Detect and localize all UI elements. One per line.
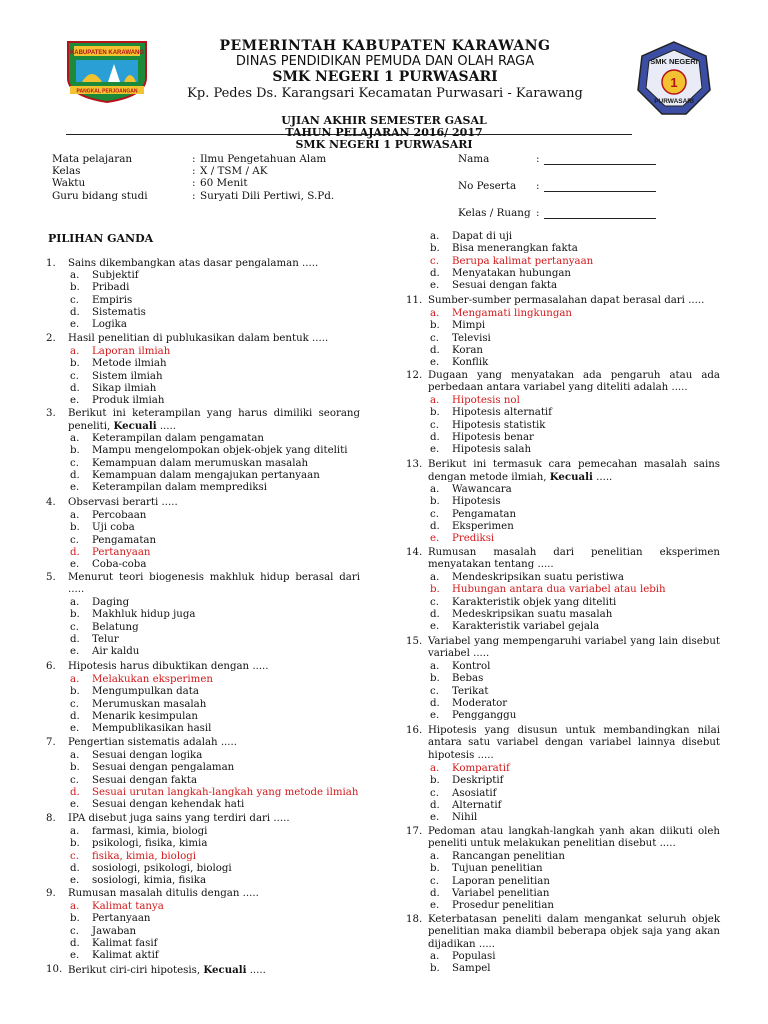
question-number: 3. (46, 408, 56, 419)
question-number: 2. (46, 333, 56, 344)
option-letter: c. (430, 419, 439, 431)
option-text: farmasi, kimia, biologi (92, 826, 208, 837)
option-letter: e. (70, 395, 80, 407)
question-item (406, 295, 720, 307)
option-letter: c. (430, 332, 439, 344)
question-number: 13. (406, 459, 423, 470)
question-stem (428, 914, 720, 951)
option-letter: b. (430, 243, 440, 255)
option-text: Deskriptif (452, 775, 504, 787)
option-text: Percobaan (92, 510, 147, 521)
option-letter: e. (70, 559, 80, 571)
question-item (406, 547, 720, 572)
info-label: Waktu (52, 177, 86, 189)
option-text: Sesuai urutan langkah-langkah yang metode ilmiah (92, 786, 359, 798)
question-stem (68, 888, 360, 900)
option-letter: e. (70, 875, 80, 887)
option-letter: d. (430, 887, 440, 899)
option-text: Daging (92, 597, 130, 608)
option-text: Mendeskripsikan suatu peristiwa (452, 572, 624, 583)
question-stem (428, 459, 720, 485)
option-letter: c. (430, 787, 439, 799)
exam-year: TAHUN PELAJARAN 2016/ 2017 (285, 126, 483, 139)
option-text: Menarik kesimpulan (92, 710, 198, 722)
option-letter: b. (70, 358, 80, 370)
option-text: sosiologi, kimia, fisika (92, 875, 207, 887)
question-text: Hasil penelitian di publukasikan dalam bentuk ..... (68, 333, 329, 344)
option-letter: b. (430, 407, 440, 419)
header-school: SMK NEGERI 1 PURWASARI (272, 69, 498, 85)
student-fill-line[interactable] (544, 208, 656, 219)
question-number: 4. (46, 497, 56, 508)
option-text: Sikap ilmiah (92, 382, 157, 394)
question-stem (428, 547, 720, 572)
option-text: Kemampuan dalam merumuskan masalah (92, 457, 309, 469)
info-label: Mata pelajaran (52, 153, 133, 165)
option-text: Komparatif (452, 763, 510, 774)
student-field-separator: : (536, 207, 540, 219)
question-text: Sains dikembangkan atas dasar pengalaman ..... (68, 258, 319, 269)
option-letter: e. (70, 723, 80, 735)
option-text: Mimpi (452, 320, 486, 332)
exam-title: UJIAN AKHIR SEMESTER GASAL (281, 114, 487, 127)
option-letter: a. (70, 270, 80, 281)
option-letter: b. (430, 496, 440, 508)
option-letter: b. (430, 963, 440, 975)
info-value: Ilmu Pengetahuan Alam (200, 153, 327, 165)
option-letter: c. (70, 294, 79, 306)
option-letter: b. (70, 609, 80, 621)
question-text: Variabel yang mempengaruhi variabel yang lain disebut variabel ..... (428, 636, 720, 660)
smk-negeri-1-purwasari-logo (636, 40, 712, 116)
option-text: Alternatif (452, 799, 502, 811)
option-text: Menyatakan hubungan (452, 267, 571, 279)
option-letter: d. (70, 862, 80, 874)
question-stem (68, 737, 360, 749)
option-text: Sistem ilmiah (92, 370, 163, 382)
option-text: Pertanyaan (92, 546, 151, 558)
option-letter: d. (70, 469, 80, 481)
question-stem (428, 370, 720, 395)
option-letter: a. (430, 661, 440, 672)
option-letter: e. (430, 444, 440, 456)
question-number: 7. (46, 737, 56, 748)
option-letter: b. (70, 762, 80, 774)
question-text: Berikut ini keterampilan yang harus dimiliki seorang peneliti, (68, 408, 360, 433)
question-item (406, 725, 720, 762)
question-item (46, 408, 360, 433)
option-letter: a. (430, 395, 440, 406)
option-text: Nihil (452, 812, 478, 824)
letterhead (0, 30, 768, 110)
option-letter: a. (430, 308, 440, 319)
option-letter: a. (70, 433, 80, 444)
question-stem (68, 497, 360, 509)
option-text: Hubungan antara dua variabel atau lebih (452, 584, 666, 596)
option-text: Rancangan penelitian (452, 851, 565, 862)
section-title: PILIHAN GANDA (48, 232, 154, 245)
option-text: Sesuai dengan logika (92, 750, 203, 761)
option-text: Pengamatan (452, 508, 517, 520)
option-text: Makhluk hidup juga (92, 609, 196, 621)
logo-left-bottom-text: PANGKAL PERJOANGAN (76, 88, 138, 95)
option-text: Sistematis (92, 306, 146, 318)
question-stem (68, 661, 360, 673)
option-text: Asosiatif (452, 787, 497, 799)
option-text: Sesuai dengan kehendak hati (92, 799, 245, 811)
option-letter: b. (430, 863, 440, 875)
option-letter: a. (430, 763, 440, 774)
info-sep: : (192, 153, 196, 165)
option-letter: b. (70, 686, 80, 698)
option-letter: d. (430, 431, 440, 443)
question-text: Pengertian sistematis adalah ..... (68, 737, 238, 748)
option-letter: b. (430, 584, 440, 596)
question-number: 15. (406, 636, 423, 647)
question-stem (68, 572, 360, 597)
option-text: Medeskripsikan suatu masalah (452, 608, 613, 620)
question-text: Menurut teori biogenesis makhluk hidup berasal dari ..... (68, 572, 360, 596)
option-text: Sesuai dengan fakta (92, 774, 198, 786)
option-letter: c. (70, 774, 79, 786)
option-letter: d. (430, 344, 440, 356)
student-field-label: No Peserta (458, 180, 517, 192)
option-letter: a. (430, 572, 440, 583)
question-text: IPA disebut juga sains yang terdiri dari ..... (68, 813, 290, 824)
logo-left-top-text: KABUPATEN KARAWANG (69, 50, 145, 56)
option-letter: c. (70, 457, 79, 469)
option-text: Produk ilmiah (92, 395, 165, 407)
question-item (406, 826, 720, 851)
option-letter: e. (430, 812, 440, 824)
info-sep: : (192, 177, 196, 189)
info-value: 60 Menit (200, 177, 248, 189)
option-letter: e. (70, 319, 80, 331)
option-letter: a. (430, 484, 440, 495)
question-item (406, 914, 720, 951)
question-number: 9. (46, 888, 56, 899)
student-field-separator: : (536, 180, 540, 192)
option-letter: b. (70, 445, 80, 457)
question-emphasis: Kecuali (549, 471, 593, 484)
option-text: Hipotesis nol (452, 395, 520, 406)
option-letter: d. (430, 697, 440, 709)
option-text: Pribadi (92, 282, 130, 294)
option-text: Hipotesis salah (452, 444, 532, 456)
option-text: Kalimat fasif (92, 937, 158, 949)
question-number: 6. (46, 661, 56, 672)
question-item (406, 459, 720, 484)
question-number: 16. (406, 725, 423, 736)
option-letter: d. (430, 608, 440, 620)
option-text: Pengganggu (452, 710, 517, 722)
question-number: 18. (406, 914, 423, 925)
option-text: Kemampuan dalam mengajukan pertanyaan (92, 469, 320, 481)
question-item (406, 370, 720, 395)
option-letter: d. (70, 306, 80, 318)
question-text: Sumber-sumber permasalahan dapat berasal dari ..... (428, 295, 705, 306)
logo-right-top-text: SMK NEGERI (650, 57, 698, 66)
option-letter: a. (70, 674, 80, 685)
question-number: 5. (46, 572, 56, 583)
question-text: Hipotesis yang disusun untuk membandingkan nilai antara satu variabel dengan variabel lainnya disebut hipotesis ..... (428, 725, 720, 761)
option-text: Laporan penelitian (452, 875, 550, 887)
option-text: Sesuai dengan fakta (452, 280, 558, 292)
question-number: 12. (406, 370, 423, 381)
question-stem (68, 964, 360, 977)
option-text: Mempublikasikan hasil (92, 723, 212, 735)
info-label: Kelas (52, 165, 81, 177)
question-item (46, 964, 360, 976)
option-text: Hipotesis alternatif (452, 407, 552, 419)
option-text: Karakteristik objek yang diteliti (452, 596, 617, 608)
option-letter: a. (70, 597, 80, 608)
question-emphasis: Kecuali (203, 964, 247, 976)
option-letter: d. (430, 799, 440, 811)
option-text: Terikat (452, 685, 489, 697)
option-letter: c. (70, 925, 79, 937)
option-letter: c. (430, 685, 439, 697)
question-stem (68, 333, 360, 345)
option-text: Karakteristik variabel gejala (452, 621, 600, 633)
question-number: 1. (46, 258, 56, 269)
header-department: DINAS PENDIDIKAN PEMUDA DAN OLAH RAGA (235, 54, 535, 69)
student-field-separator: : (536, 153, 540, 165)
logo-right-bottom-text: PURWASARI (654, 98, 694, 105)
option-letter: c. (430, 875, 439, 887)
option-text: fisika, kimia, biologi (92, 850, 196, 862)
question-stem (68, 813, 360, 825)
option-letter: b. (70, 282, 80, 294)
option-text: Variabel penelitian (452, 887, 550, 899)
question-text: Dugaan yang menyatakan ada pengaruh atau ada perbedaan antara variabel yang diteliti adalah ..... (428, 370, 720, 394)
option-letter: a. (70, 510, 80, 521)
exam-school: SMK NEGERI 1 PURWASARI (295, 138, 473, 151)
question-stem (428, 826, 720, 851)
option-letter: a. (70, 901, 80, 912)
option-text: Kalimat aktif (92, 950, 159, 962)
option-text: Populasi (452, 951, 496, 962)
question-item (46, 258, 360, 270)
option-text: psikologi, fisika, kimia (92, 838, 208, 850)
question-stem (428, 725, 720, 762)
logo-right-number: 1 (670, 75, 678, 90)
question-item (46, 888, 360, 900)
option-letter: e. (430, 280, 440, 292)
option-text: Kalimat tanya (92, 901, 164, 912)
option-letter: e. (430, 357, 440, 369)
option-letter: a. (430, 851, 440, 862)
option-letter: b. (70, 838, 80, 850)
question-number: 14. (406, 547, 423, 558)
option-letter: a. (430, 231, 440, 242)
option-letter: e. (430, 621, 440, 633)
option-text: Keterampilan dalam memprediksi (92, 482, 268, 494)
option-text: Koran (452, 344, 483, 356)
option-text: Subjektif (92, 270, 139, 281)
question-text: Observasi berarti ..... (68, 497, 178, 508)
option-text: Keterampilan dalam pengamatan (92, 433, 264, 444)
option-text: Kontrol (452, 661, 491, 672)
question-item (46, 813, 360, 825)
question-item (46, 737, 360, 749)
option-text: sosiologi, psikologi, biologi (92, 862, 232, 874)
option-text: Sesuai dengan pengalaman (92, 762, 235, 774)
option-letter: b. (430, 775, 440, 787)
option-letter: b. (430, 673, 440, 685)
option-letter: d. (70, 633, 80, 645)
question-item (46, 661, 360, 673)
question-tail: ..... (592, 472, 613, 484)
student-fill-line[interactable] (544, 181, 656, 192)
question-text: Berikut ini termasuk cara pemecahan masalah sains dengan metode ilmiah, (428, 459, 720, 484)
option-text: Sampel (452, 963, 491, 975)
option-letter: b. (430, 320, 440, 332)
option-text: Metode ilmiah (92, 358, 167, 370)
option-text: Pengamatan (92, 534, 157, 546)
question-text: Rumusan masalah ditulis dengan ..... (68, 888, 259, 899)
option-letter: b. (70, 913, 80, 925)
option-text: Hipotesis benar (452, 431, 534, 443)
option-text: Melakukan eksperimen (92, 674, 213, 685)
option-letter: a. (70, 750, 80, 761)
option-text: Telur (92, 633, 119, 645)
info-value: Suryati Dili Pertiwi, S.Pd. (200, 190, 335, 202)
option-letter: b. (70, 522, 80, 534)
option-text: Wawancara (452, 484, 512, 495)
option-letter: d. (70, 710, 80, 722)
option-text: Hipotesis (452, 496, 501, 508)
option-letter: c. (70, 534, 79, 546)
option-letter: d. (70, 382, 80, 394)
option-letter: e. (70, 482, 80, 494)
info-value: X / TSM / AK (200, 165, 268, 177)
question-stem (428, 295, 720, 307)
option-text: Eksperimen (452, 520, 514, 532)
option-letter: e. (70, 950, 80, 962)
option-letter: d. (70, 937, 80, 949)
question-text: Keterbatasan peneliti dalam mengankat seluruh objek penelitian maka diambil beberapa objek saja yang akan dijadikan ..... (428, 914, 720, 950)
option-letter: d. (70, 546, 80, 558)
option-text: Merumuskan masalah (92, 698, 207, 710)
question-text: Berikut ciri-ciri hipotesis, (68, 965, 201, 976)
option-text: Konflik (452, 357, 489, 369)
student-field-label: Kelas / Ruang (458, 207, 531, 219)
question-item (46, 333, 360, 345)
question-number: 11. (406, 295, 423, 306)
option-letter: e. (430, 533, 440, 545)
option-text: Bisa menerangkan fakta (452, 243, 578, 255)
option-text: Belatung (92, 621, 139, 633)
option-letter: c. (430, 255, 439, 267)
option-text: Pertanyaan (92, 913, 151, 925)
info-sep: : (192, 165, 196, 177)
question-text: Hipotesis harus dibuktikan dengan ..... (68, 661, 269, 672)
info-label: Guru bidang studi (52, 190, 148, 202)
option-letter: e. (70, 799, 80, 811)
option-text: Prosedur penelitian (452, 900, 554, 912)
option-letter: d. (430, 267, 440, 279)
option-text: Moderator (452, 697, 508, 709)
option-text: Mengumpulkan data (92, 686, 199, 698)
option-text: Berupa kalimat pertanyaan (452, 255, 594, 267)
question-stem (428, 636, 720, 661)
question-number: 17. (406, 826, 423, 837)
student-field-label: Nama (458, 153, 490, 165)
option-text: Bebas (452, 673, 484, 685)
option-text: Jawaban (92, 925, 137, 937)
option-text: Coba-coba (92, 559, 147, 571)
option-text: Mengamati lingkungan (452, 308, 572, 319)
option-letter: d. (70, 786, 80, 798)
option-letter: e. (70, 646, 80, 658)
option-text: Tujuan penelitian (452, 863, 543, 875)
option-text: Prediksi (452, 533, 495, 545)
option-letter: c. (70, 370, 79, 382)
option-letter: e. (430, 900, 440, 912)
header-government: PEMERINTAH KABUPATEN KARAWANG (219, 38, 551, 54)
option-text: Air kaldu (92, 646, 140, 658)
question-emphasis: Kecuali (113, 420, 157, 433)
option-letter: d. (430, 520, 440, 532)
option-text: Dapat di uji (452, 231, 513, 242)
question-tail: ..... (246, 965, 266, 976)
header-address: Kp. Pedes Ds. Karangsari Kecamatan Purwasari - Karawang (187, 86, 583, 101)
option-letter: a. (70, 346, 80, 357)
question-number: 10. (46, 964, 63, 975)
option-text: Uji coba (92, 522, 135, 534)
option-letter: e. (430, 710, 440, 722)
info-sep: : (192, 190, 196, 202)
option-text: Empiris (92, 294, 133, 306)
question-item (46, 572, 360, 597)
question-text: Rumusan masalah dari penelitian eksperimen menyatakan tentang ..... (428, 547, 720, 571)
student-fill-line[interactable] (544, 154, 656, 165)
option-text: Logika (92, 319, 127, 331)
question-stem (68, 408, 360, 434)
question-number: 8. (46, 813, 56, 824)
option-letter: a. (70, 826, 80, 837)
karawang-regency-logo (62, 38, 152, 104)
question-item (46, 497, 360, 509)
question-item (406, 636, 720, 661)
option-letter: c. (70, 621, 79, 633)
option-text: Mampu mengelompokan objek-objek yang diteliti (92, 445, 348, 457)
option-letter: c. (70, 850, 79, 862)
option-letter: c. (70, 698, 79, 710)
option-text: Laporan ilmiah (92, 346, 171, 357)
question-text: Pedoman atau langkah-langkah yanh akan diikuti oleh peneliti untuk melakukan penelitian disebut ..... (428, 826, 720, 850)
option-letter: a. (430, 951, 440, 962)
question-stem (68, 258, 360, 270)
option-letter: c. (430, 596, 439, 608)
option-text: Hipotesis statistik (452, 419, 546, 431)
question-tail: ..... (156, 421, 177, 433)
option-text: Televisi (452, 332, 491, 344)
option-letter: c. (430, 508, 439, 520)
